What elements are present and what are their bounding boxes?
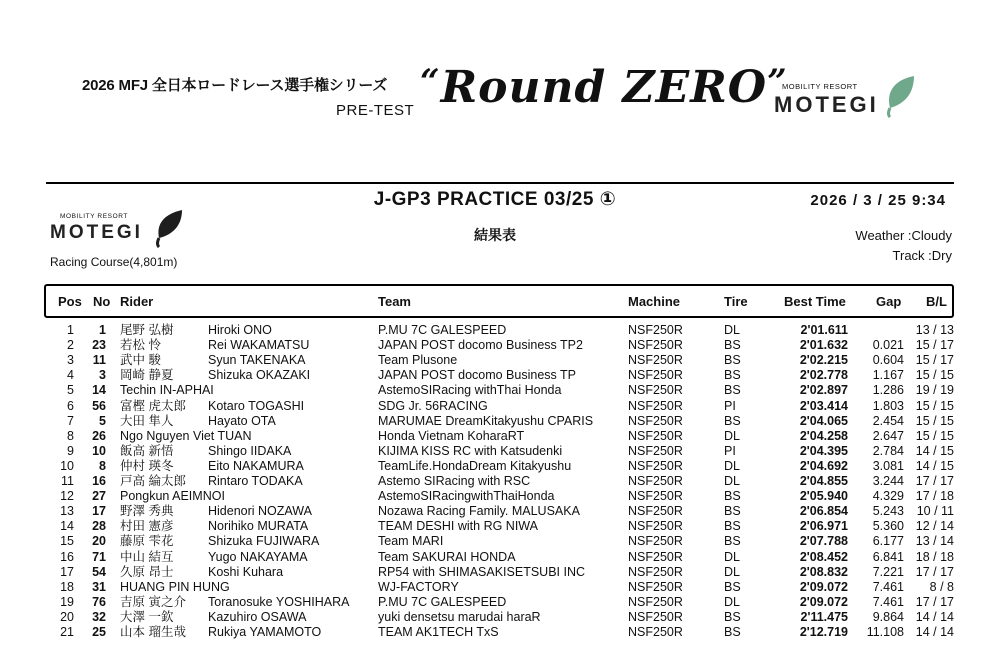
rider-name-jp-cell: 武中 駿 — [120, 353, 161, 368]
table-row — [0, 550, 990, 565]
rider-name-cell: Techin IN-APHAI — [120, 383, 214, 398]
gap-cell: 7.461 — [872, 579, 904, 594]
round-title: “Round ZERO” — [420, 62, 788, 113]
machine-cell: NSF250R — [628, 489, 683, 504]
rider-name-jp-cell: 飯高 新悟 — [120, 443, 174, 458]
best-lap-cell: 13 / 14 — [915, 534, 954, 549]
table-row — [0, 383, 990, 398]
rider-name-en-cell: Koshi Kuhara — [208, 564, 284, 579]
table-row — [0, 504, 990, 519]
table-row — [0, 414, 990, 429]
rider-name-jp-cell: 久原 昂士 — [120, 564, 174, 579]
table-row — [0, 338, 990, 353]
leaf-logo-icon — [884, 74, 918, 118]
team-cell: P.MU 7C GALESPEED — [378, 323, 507, 337]
number-cell: 28 — [92, 519, 106, 534]
motegi-logo-small: MOTEGI — [50, 222, 143, 243]
best-time-cell: 2'04.258 — [799, 428, 848, 443]
gap-cell: 2.647 — [872, 428, 904, 443]
team-cell: AstemoSIRacingwithThaiHonda — [378, 489, 555, 504]
number-cell: 1 — [99, 323, 106, 337]
rider-name-jp-cell: 大澤 一欽 — [120, 609, 174, 624]
pos-cell: 11 — [61, 474, 74, 488]
team-cell: Honda Vietnam KoharaRT — [378, 428, 525, 443]
best-lap-cell: 17 / 17 — [915, 564, 954, 579]
best-lap-cell: 13 / 13 — [915, 323, 954, 337]
number-cell: 71 — [92, 549, 106, 564]
pos-cell: 2 — [67, 338, 74, 353]
best-time-cell: 2'04.692 — [799, 458, 848, 473]
gap-cell: 0.604 — [872, 353, 904, 368]
gap-cell: 3.081 — [872, 458, 904, 473]
machine-cell: NSF250R — [628, 564, 683, 579]
machine-cell: NSF250R — [628, 413, 683, 428]
rider-name-en-cell: Shizuka FUJIWARA — [208, 534, 320, 549]
gap-cell: 9.864 — [872, 609, 904, 624]
tire-cell: DL — [724, 474, 740, 488]
pretest-label: PRE-TEST — [336, 102, 415, 119]
pos-cell: 13 — [60, 504, 74, 519]
best-time-cell: 2'09.072 — [799, 594, 848, 609]
gap-cell: 1.167 — [872, 368, 904, 383]
machine-cell: NSF250R — [628, 474, 683, 488]
team-cell: P.MU 7C GALESPEED — [378, 594, 507, 609]
gap-cell: 1.286 — [872, 383, 904, 398]
best-time-cell: 2'11.475 — [800, 609, 848, 624]
pos-cell: 10 — [60, 458, 74, 473]
best-lap-cell: 14 / 14 — [915, 609, 954, 624]
machine-cell: NSF250R — [628, 609, 683, 624]
tire-cell: BS — [724, 519, 741, 534]
gap-cell: 5.243 — [872, 504, 904, 519]
logo-tagline: MOBILITY RESORT — [782, 82, 858, 91]
event-title: J-GP3 PRACTICE 03/25 ① — [373, 189, 617, 210]
best-lap-cell: 15 / 15 — [915, 368, 954, 383]
col-rider: Rider — [120, 294, 154, 309]
pos-cell: 7 — [67, 413, 74, 428]
gap-cell: 4.329 — [872, 489, 904, 504]
pos-cell: 18 — [60, 579, 74, 594]
col-gap: Gap — [876, 294, 902, 309]
tire-cell: DL — [724, 564, 740, 579]
machine-cell: NSF250R — [628, 443, 683, 458]
header-rule — [46, 182, 954, 184]
machine-cell: NSF250R — [628, 383, 683, 398]
machine-cell: NSF250R — [628, 625, 683, 639]
best-time-cell: 2'06.971 — [799, 519, 848, 534]
rider-name-en-cell: Rintaro TODAKA — [208, 474, 303, 488]
machine-cell: NSF250R — [628, 368, 683, 383]
best-time-cell: 2'02.215 — [799, 353, 848, 368]
rider-name-jp-cell: 岡崎 静夏 — [120, 368, 174, 383]
gap-cell: 6.841 — [872, 549, 904, 564]
machine-cell: NSF250R — [628, 398, 683, 413]
machine-cell: NSF250R — [628, 534, 683, 549]
tire-cell: DL — [724, 594, 740, 609]
number-cell: 20 — [92, 534, 106, 549]
table-row — [0, 474, 990, 489]
rider-name-en-cell: Hayato OTA — [208, 413, 276, 428]
col-bl: B/L — [926, 294, 947, 309]
pos-cell: 21 — [60, 625, 74, 639]
rider-name-jp-cell: 村田 憲彦 — [120, 519, 174, 534]
table-row — [0, 534, 990, 549]
team-cell: RP54 with SHIMASAKISETSUBI INC — [378, 564, 586, 579]
rider-name-en-cell: Norihiko MURATA — [208, 519, 309, 534]
table-row — [0, 595, 990, 610]
best-time-cell: 2'02.778 — [799, 368, 848, 383]
team-cell: Team Plusone — [378, 353, 458, 368]
gap-cell: 7.461 — [872, 594, 904, 609]
machine-cell: NSF250R — [628, 338, 683, 353]
rider-name-en-cell: Eito NAKAMURA — [208, 458, 304, 473]
machine-cell: NSF250R — [628, 519, 683, 534]
best-lap-cell: 12 / 14 — [915, 519, 954, 534]
gap-cell: 1.803 — [872, 398, 904, 413]
best-time-cell: 2'12.719 — [799, 625, 848, 639]
machine-cell: NSF250R — [628, 594, 683, 609]
best-lap-cell: 15 / 15 — [915, 413, 954, 428]
tire-cell: DL — [724, 549, 740, 564]
tire-cell: PI — [724, 398, 736, 413]
pos-cell: 20 — [60, 609, 74, 624]
team-cell: KIJIMA KISS RC with Katsudenki — [378, 443, 563, 458]
col-team: Team — [378, 294, 411, 309]
machine-cell: NSF250R — [628, 353, 683, 368]
gap-cell: 5.360 — [872, 519, 904, 534]
machine-cell: NSF250R — [628, 504, 683, 519]
rider-name-cell: Ngo Nguyen Viet TUAN — [120, 428, 252, 443]
team-cell: Team SAKURAI HONDA — [378, 549, 516, 564]
best-lap-cell: 17 / 18 — [915, 489, 954, 504]
best-lap-cell: 10 / 11 — [916, 504, 954, 519]
rider-name-jp-cell: 藤原 雫花 — [120, 534, 174, 549]
team-cell: Astemo SIRacing with RSC — [378, 474, 531, 488]
rider-name-jp-cell: 仲村 瑛冬 — [120, 458, 174, 473]
pos-cell: 16 — [60, 549, 74, 564]
rider-name-jp-cell: 若松 怜 — [120, 338, 161, 353]
number-cell: 54 — [92, 564, 106, 579]
pos-cell: 17 — [60, 564, 74, 579]
gap-cell: 11.108 — [866, 625, 904, 639]
pos-cell: 12 — [60, 489, 74, 504]
best-time-cell: 2'08.832 — [799, 564, 848, 579]
best-lap-cell: 15 / 17 — [915, 353, 954, 368]
tire-cell: BS — [724, 368, 741, 383]
table-row — [0, 323, 990, 338]
table-row — [0, 368, 990, 383]
best-time-cell: 2'04.855 — [799, 474, 848, 488]
pos-cell: 15 — [60, 534, 74, 549]
rider-name-en-cell: Rei WAKAMATSU — [208, 338, 310, 353]
number-cell: 17 — [92, 504, 106, 519]
best-time-cell: 2'03.414 — [799, 398, 848, 413]
gap-cell: 3.244 — [872, 474, 904, 488]
gap-cell: 2.454 — [872, 413, 904, 428]
rider-name-cell: HUANG PIN HUNG — [120, 579, 230, 594]
table-row — [0, 565, 990, 580]
best-time-cell: 2'07.788 — [799, 534, 848, 549]
team-cell: JAPAN POST docomo Business TP — [378, 368, 576, 383]
tire-cell: BS — [724, 338, 741, 353]
rider-name-en-cell: Hiroki ONO — [208, 323, 272, 337]
best-time-cell: 2'01.632 — [799, 338, 848, 353]
team-cell: MARUMAE DreamKitakyushu CPARIS — [378, 413, 594, 428]
event-date: 2026 / 3 / 25 9:34 — [810, 192, 946, 209]
best-lap-cell: 18 / 18 — [915, 549, 954, 564]
pos-cell: 4 — [67, 368, 74, 383]
rider-name-jp-cell: 尾野 弘樹 — [120, 323, 174, 337]
table-row — [0, 580, 990, 595]
rider-name-en-cell: Hidenori NOZAWA — [208, 504, 312, 519]
team-cell: SDG Jr. 56RACING — [378, 398, 488, 413]
number-cell: 10 — [92, 443, 106, 458]
gap-cell: 0.021 — [872, 338, 904, 353]
number-cell: 32 — [92, 609, 106, 624]
table-row — [0, 625, 990, 640]
team-cell: Nozawa Racing Family. MALUSAKA — [378, 504, 580, 519]
leaf-logo-small-icon — [152, 208, 186, 248]
rider-name-en-cell: Rukiya YAMAMOTO — [208, 625, 322, 639]
tire-cell: BS — [724, 353, 741, 368]
machine-cell: NSF250R — [628, 428, 683, 443]
best-time-cell: 2'04.065 — [799, 413, 848, 428]
tire-cell: BS — [724, 534, 741, 549]
tire-cell: DL — [724, 458, 740, 473]
best-time-cell: 2'04.395 — [799, 443, 848, 458]
tire-cell: BS — [724, 625, 741, 639]
rider-name-en-cell: Shingo IIDAKA — [208, 443, 292, 458]
tire-cell: BS — [724, 579, 741, 594]
pos-cell: 1 — [67, 323, 74, 337]
tire-cell: DL — [724, 428, 740, 443]
best-lap-cell: 14 / 15 — [915, 458, 954, 473]
motegi-logo: MOTEGI — [774, 92, 879, 117]
rider-name-jp-cell: 吉原 寅之介 — [120, 594, 186, 609]
logo-tagline-small: MOBILITY RESORT — [60, 213, 128, 220]
table-row — [0, 519, 990, 534]
col-no: No — [93, 294, 111, 309]
pos-cell: 8 — [67, 428, 74, 443]
pos-cell: 6 — [67, 398, 74, 413]
number-cell: 31 — [92, 579, 106, 594]
pos-cell: 19 — [60, 594, 74, 609]
number-cell: 8 — [99, 458, 106, 473]
table-row — [0, 489, 990, 504]
table-row — [0, 444, 990, 459]
number-cell: 23 — [92, 338, 106, 353]
rider-name-en-cell: Yugo NAKAYAMA — [208, 549, 308, 564]
best-time-cell: 2'01.611 — [800, 323, 848, 337]
round-title-text: Round ZERO — [440, 62, 768, 113]
best-lap-cell: 15 / 15 — [915, 428, 954, 443]
team-cell: TEAM AK1TECH TxS — [378, 625, 499, 639]
best-lap-cell: 15 / 15 — [915, 398, 954, 413]
machine-cell: NSF250R — [628, 458, 683, 473]
machine-cell: NSF250R — [628, 323, 683, 337]
best-lap-cell: 19 / 19 — [915, 383, 954, 398]
track-label: Track :Dry — [892, 248, 952, 263]
rider-name-en-cell: Kotaro TOGASHI — [208, 398, 305, 413]
rider-name-jp-cell: 大田 隼人 — [120, 413, 174, 428]
machine-cell: NSF250R — [628, 549, 683, 564]
results-subtitle: 結果表 — [474, 227, 516, 243]
col-tire: Tire — [724, 294, 748, 309]
tire-cell: BS — [724, 609, 741, 624]
event-banner — [0, 40, 990, 160]
rider-name-jp-cell: 野澤 秀典 — [120, 504, 174, 519]
table-row — [0, 459, 990, 474]
results-table-header — [44, 284, 954, 318]
pos-cell: 9 — [67, 443, 74, 458]
team-cell: AstemoSIRacing withThai Honda — [378, 383, 562, 398]
number-cell: 56 — [92, 398, 106, 413]
best-time-cell: 2'06.854 — [799, 504, 848, 519]
tire-cell: BS — [724, 413, 741, 428]
rider-name-jp-cell: 富樫 虎太郎 — [120, 398, 186, 413]
pos-cell: 14 — [60, 519, 74, 534]
best-time-cell: 2'09.072 — [799, 579, 848, 594]
rider-name-jp-cell: 戸高 綸太郎 — [120, 474, 186, 488]
series-name: 2026 MFJ 全日本ロードレース選手権シリーズ — [82, 77, 388, 94]
team-cell: TeamLife.HondaDream Kitakyushu — [378, 458, 572, 473]
rider-name-cell: Pongkun AEIMNOI — [120, 489, 225, 504]
tire-cell: BS — [724, 383, 741, 398]
tire-cell: PI — [724, 443, 736, 458]
tire-cell: DL — [724, 323, 740, 337]
team-cell: TEAM DESHI with RG NIWA — [378, 519, 538, 534]
team-cell: yuki densetsu marudai haraR — [378, 609, 541, 624]
best-lap-cell: 15 / 17 — [915, 338, 954, 353]
number-cell: 27 — [92, 489, 106, 504]
gap-cell: 2.784 — [872, 443, 904, 458]
number-cell: 11 — [92, 353, 106, 368]
rider-name-jp-cell: 山本 瑠生哉 — [120, 625, 186, 639]
best-lap-cell: 14 / 15 — [915, 443, 954, 458]
rider-name-jp-cell: 中山 結互 — [120, 549, 174, 564]
best-time-cell: 2'05.940 — [799, 489, 848, 504]
machine-cell: NSF250R — [628, 579, 683, 594]
best-time-cell: 2'02.897 — [799, 383, 848, 398]
table-row — [0, 610, 990, 625]
best-time-cell: 2'08.452 — [799, 549, 848, 564]
team-cell: JAPAN POST docomo Business TP2 — [378, 338, 583, 353]
rider-name-en-cell: Syun TAKENAKA — [208, 353, 306, 368]
col-best-time: Best Time — [784, 294, 846, 309]
table-row — [0, 429, 990, 444]
tire-cell: BS — [724, 489, 741, 504]
team-cell: WJ-FACTORY — [378, 579, 459, 594]
rider-name-en-cell: Shizuka OKAZAKI — [208, 368, 311, 383]
number-cell: 16 — [92, 474, 106, 488]
table-row — [0, 399, 990, 414]
best-lap-cell: 14 / 14 — [915, 625, 954, 639]
team-cell: Team MARI — [378, 534, 444, 549]
col-pos: Pos — [58, 294, 82, 309]
rider-name-en-cell: Kazuhiro OSAWA — [208, 609, 307, 624]
col-machine: Machine — [628, 294, 681, 309]
weather-label: Weather :Cloudy — [855, 228, 952, 243]
number-cell: 25 — [92, 625, 106, 639]
tire-cell: BS — [724, 504, 741, 519]
pos-cell: 5 — [67, 383, 74, 398]
number-cell: 14 — [92, 383, 106, 398]
number-cell: 26 — [92, 428, 106, 443]
course-info: Racing Course(4,801m) — [50, 255, 178, 269]
number-cell: 76 — [92, 594, 106, 609]
best-lap-cell: 17 / 17 — [915, 594, 954, 609]
gap-cell: 7.221 — [872, 564, 904, 579]
number-cell: 5 — [99, 413, 106, 428]
number-cell: 3 — [99, 368, 106, 383]
table-row — [0, 353, 990, 368]
gap-cell: 6.177 — [872, 534, 904, 549]
pos-cell: 3 — [67, 353, 74, 368]
rider-name-en-cell: Toranosuke YOSHIHARA — [208, 594, 350, 609]
best-lap-cell: 8 / 8 — [929, 579, 954, 594]
best-lap-cell: 17 / 17 — [915, 474, 954, 488]
